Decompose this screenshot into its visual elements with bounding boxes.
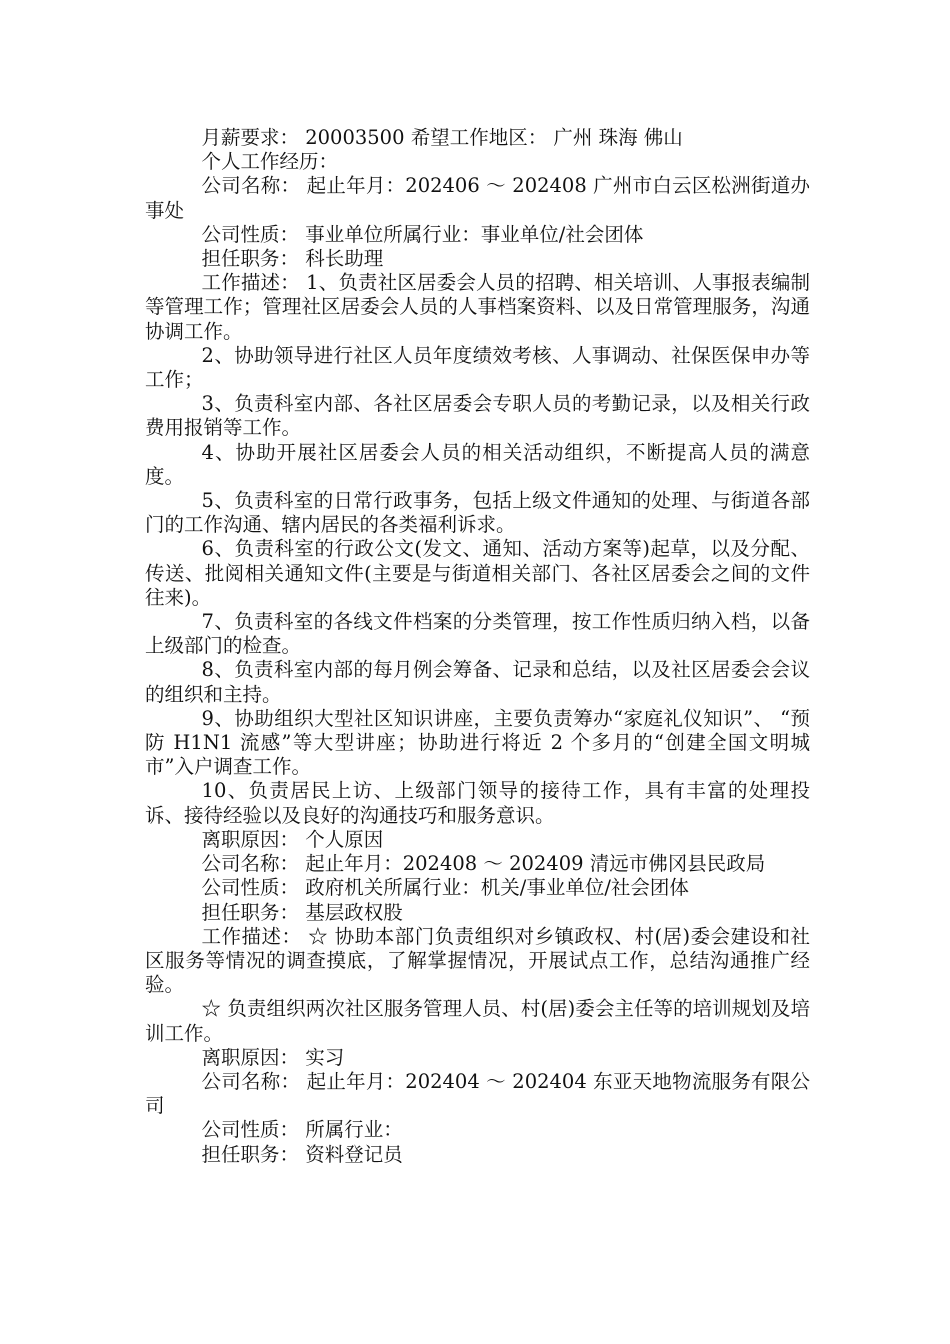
position-line: 担任职务： 资料登记员	[201, 1142, 403, 1166]
job-description-item: 10、负责居民上访、上级部门领导的接待工作，具有丰富的处理投诉、接待经验以及良好的沟通技巧和服务意识。	[145, 779, 810, 827]
company-type-line: 公司性质： 政府机关所属行业：机关/事业单位/社会团体	[201, 876, 689, 900]
job-description-item: 8、负责科室内部的每月例会筹备、记录和总结，以及社区居委会会议的组织和主持。	[145, 658, 810, 706]
job-description-item: 9、协助组织大型社区知识讲座，主要负责筹办“家庭礼仪知识”、 “预防 H1N1 流感”等大型讲座；协助进行将近 2 个多月的“创建全国文明城市”入户调查工作。	[145, 706, 810, 779]
company-name-line: 公司名称： 起止年月：202404 ～ 202404 东亚天地物流服务有限公司	[145, 1069, 810, 1118]
job-description-item: 7、负责科室的各线文件档案的分类管理，按工作性质归纳入档，以备上级部门的检查。	[145, 610, 810, 658]
company-type-line: 公司性质： 事业单位所属行业：事业单位/社会团体	[201, 222, 644, 246]
company-name-line: 公司名称： 起止年月：202408 ～ 202409 清远市佛冈县民政局	[201, 852, 766, 876]
salary-line: 月薪要求： 20003500 希望工作地区： 广州 珠海 佛山	[201, 126, 683, 149]
job-description-item: 5、负责科室的日常行政事务，包括上级文件通知的处理、与街道各部门的工作沟通、辖内居民的各类福利诉求。	[145, 489, 810, 537]
job-description-item: 6、负责科室的行政公文(发文、通知、活动方案等)起草，以及分配、传送、批阅相关通知文件(主要是与街道相关部门、各社区居委会之间的文件往来)。	[145, 537, 810, 609]
work-history-heading: 个人工作经历：	[201, 150, 339, 174]
job-description-item: 3、负责科室内部、各社区居委会专职人员的考勤记录，以及相关行政费用报销等工作。	[145, 392, 810, 440]
job-description-item: 2、协助领导进行社区人员年度绩效考核、人事调动、社保医保申办等工作；	[145, 343, 810, 392]
job-description-item: 4、协助开展社区居委会人员的相关活动组织，不断提高人员的满意度。	[145, 440, 810, 488]
company-name-line: 公司名称： 起止年月：202406 ～ 202408 广州市白云区松洲街道办事处	[145, 174, 810, 222]
job-description-item: ☆ 负责组织两次社区服务管理人员、村(居)委会主任等的培训规划及培训工作。	[145, 997, 810, 1045]
leave-reason-line: 离职原因： 实习	[201, 1045, 345, 1069]
job-description-item: 工作描述： 1、负责社区居委会人员的招聘、相关培训、人事报表编制等管理工作；管理社区居委会人员的人事档案资料、以及日常管理服务，沟通协调工作。	[145, 271, 810, 343]
job-description-item: 工作描述： ☆ 协助本部门负责组织对乡镇政权、村(居)委会建设和社区服务等情况的调查摸底，了解掌握情况，开展试点工作，总结沟通推广经验。	[145, 924, 810, 997]
position-line: 担任职务： 科长助理	[201, 247, 384, 271]
leave-reason-line: 离职原因： 个人原因	[201, 827, 384, 851]
document-body	[145, 126, 810, 1167]
position-line: 担任职务： 基层政权股	[201, 900, 403, 924]
company-type-line: 公司性质： 所属行业：	[201, 1118, 403, 1142]
